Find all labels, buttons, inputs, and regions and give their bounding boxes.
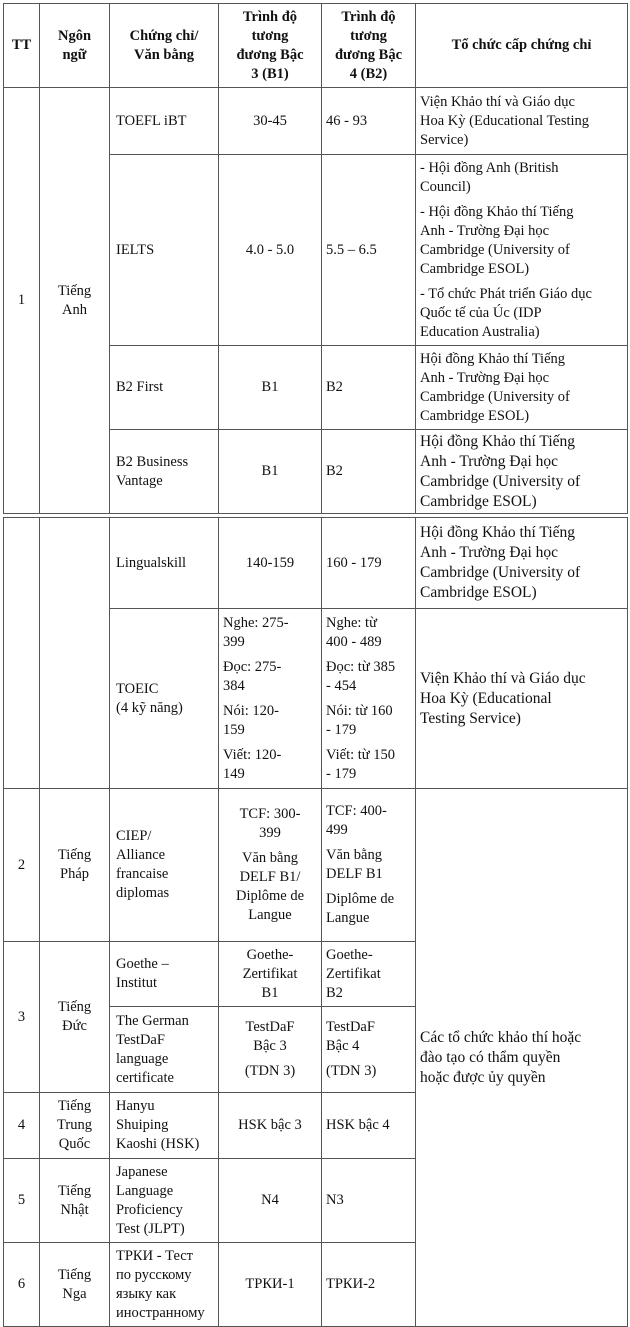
header-level-b1: Trình độ tương đương Bậc 3 (B1) bbox=[219, 4, 322, 88]
table-row bbox=[4, 789, 628, 942]
table-row bbox=[4, 88, 628, 155]
language-cell bbox=[40, 518, 110, 789]
header-language: Ngôn ngữ bbox=[40, 4, 110, 88]
certificate-cell: Lingualskill bbox=[110, 518, 219, 609]
header-certificate: Chứng chỉ/ Văn bằng bbox=[110, 4, 219, 88]
certificate-cell: Hanyu Shuiping Kaoshi (HSK) bbox=[110, 1093, 219, 1159]
certificate-cell: B2 First bbox=[110, 346, 219, 430]
level-b1-cell: 30-45 bbox=[219, 88, 322, 155]
level-b1-cell: 4.0 - 5.0 bbox=[219, 155, 322, 346]
certificate-cell: TOEIC (4 kỹ năng) bbox=[110, 609, 219, 789]
org-entry: - Hội đồng Khảo thí Tiếng Anh - Trường Đại học Cambridge (University of Cambridge ESOL) bbox=[420, 203, 574, 277]
level-b2-cell: 5.5 – 6.5 bbox=[322, 155, 416, 346]
header-level-b2: Trình độ tương đương Bậc 4 (B2) bbox=[322, 4, 416, 88]
certificate-cell: Goethe – Institut bbox=[110, 942, 219, 1007]
row-number bbox=[4, 518, 40, 789]
row-number: 4 bbox=[4, 1093, 40, 1159]
certificate-cell: The German TestDaF language certificate bbox=[110, 1007, 219, 1093]
language-cell: Tiếng Pháp bbox=[40, 789, 110, 942]
certificate-cell: TOEFL iBT bbox=[110, 88, 219, 155]
level-b1-cell: N4 bbox=[219, 1159, 322, 1243]
level-b1-cell: B1 bbox=[219, 346, 322, 430]
certificate-cell: IELTS bbox=[110, 155, 219, 346]
level-b2-cell: N3 bbox=[322, 1159, 416, 1243]
issuing-org-cell: Hội đồng Khảo thí Tiếng Anh - Trường Đại học Cambridge (University of Cambridge ESOL) bbox=[416, 518, 628, 609]
certificate-cell: Japanese Language Proficiency Test (JLPT) bbox=[110, 1159, 219, 1243]
level-b2-cell: 46 - 93 bbox=[322, 88, 416, 155]
certificate-cell: CIEP/ Alliance francaise diplomas bbox=[110, 789, 219, 942]
level-b1-cell: HSK bậc 3 bbox=[219, 1093, 322, 1159]
table-row bbox=[4, 518, 628, 609]
level-b1-cell: 140-159 bbox=[219, 518, 322, 609]
language-cell: Tiếng Anh bbox=[40, 88, 110, 514]
language-cell: Tiếng Nga bbox=[40, 1243, 110, 1327]
row-number: 5 bbox=[4, 1159, 40, 1243]
issuing-org-shared-cell: Các tổ chức khảo thí hoặc đào tạo có thẩm quyền hoặc được ủy quyền bbox=[416, 789, 628, 1327]
header-issuing-org: Tổ chức cấp chứng chỉ bbox=[416, 4, 628, 88]
level-b2-cell: HSK bậc 4 bbox=[322, 1093, 416, 1159]
language-cell: Tiếng Đức bbox=[40, 942, 110, 1093]
issuing-org-cell bbox=[416, 155, 628, 346]
org-entry: - Tổ chức Phát triển Giáo dục Quốc tế của Úc (IDP Education Australia) bbox=[420, 285, 592, 340]
issuing-org-cell: Hội đồng Khảo thí Tiếng Anh - Trường Đại học Cambridge (University of Cambridge ESOL) bbox=[416, 430, 628, 514]
level-b1-cell: Goethe- Zertifikat B1 bbox=[219, 942, 322, 1007]
row-number: 1 bbox=[4, 88, 40, 514]
level-b2-cell: TestDaF Bậc 4 (TDN 3) bbox=[322, 1007, 416, 1093]
level-b2-cell: TCF: 400- 499 Văn bằng DELF B1 Diplôme de Langue bbox=[322, 789, 416, 942]
certificate-cell: ТРКИ - Тест по русскому языку как иностранному bbox=[110, 1243, 219, 1327]
org-entry: - Hội đồng Anh (British Council) bbox=[420, 159, 559, 195]
level-b1-cell: TCF: 300- 399 Văn bằng DELF B1/ Diplôme de Langue bbox=[219, 789, 322, 942]
language-cell: Tiếng Trung Quốc bbox=[40, 1093, 110, 1159]
certificate-cell: B2 Business Vantage bbox=[110, 430, 219, 514]
level-b2-cell: Goethe- Zertifikat B2 bbox=[322, 942, 416, 1007]
level-b1-cell: ТРКИ-1 bbox=[219, 1243, 322, 1327]
certificate-table-part-2 bbox=[3, 517, 628, 1327]
level-b1-cell: B1 bbox=[219, 430, 322, 514]
level-b1-cell: TestDaF Bậc 3 (TDN 3) bbox=[219, 1007, 322, 1093]
row-number: 2 bbox=[4, 789, 40, 942]
row-number: 3 bbox=[4, 942, 40, 1093]
level-b2-cell: Nghe: từ 400 - 489 Đọc: từ 385 - 454 Nói: từ 160 - 179 Viết: từ 150 - 179 bbox=[322, 609, 416, 789]
header-tt: TT bbox=[4, 4, 40, 88]
level-b2-cell: B2 bbox=[322, 430, 416, 514]
certificate-table-part-1 bbox=[3, 3, 628, 514]
language-cell: Tiếng Nhật bbox=[40, 1159, 110, 1243]
level-b2-cell: ТРКИ-2 bbox=[322, 1243, 416, 1327]
level-b1-cell: Nghe: 275- 399 Đọc: 275- 384 Nói: 120- 159 Viết: 120- 149 bbox=[219, 609, 322, 789]
issuing-org-cell: Viện Khảo thí và Giáo dục Hoa Kỳ (Educational Testing Service) bbox=[416, 609, 628, 789]
issuing-org-cell: Hội đồng Khảo thí Tiếng Anh - Trường Đại học Cambridge (University of Cambridge ESOL) bbox=[416, 346, 628, 430]
row-number: 6 bbox=[4, 1243, 40, 1327]
level-b2-cell: B2 bbox=[322, 346, 416, 430]
header-row bbox=[4, 4, 628, 88]
issuing-org-cell: Viện Khảo thí và Giáo dục Hoa Kỳ (Educational Testing Service) bbox=[416, 88, 628, 155]
level-b2-cell: 160 - 179 bbox=[322, 518, 416, 609]
